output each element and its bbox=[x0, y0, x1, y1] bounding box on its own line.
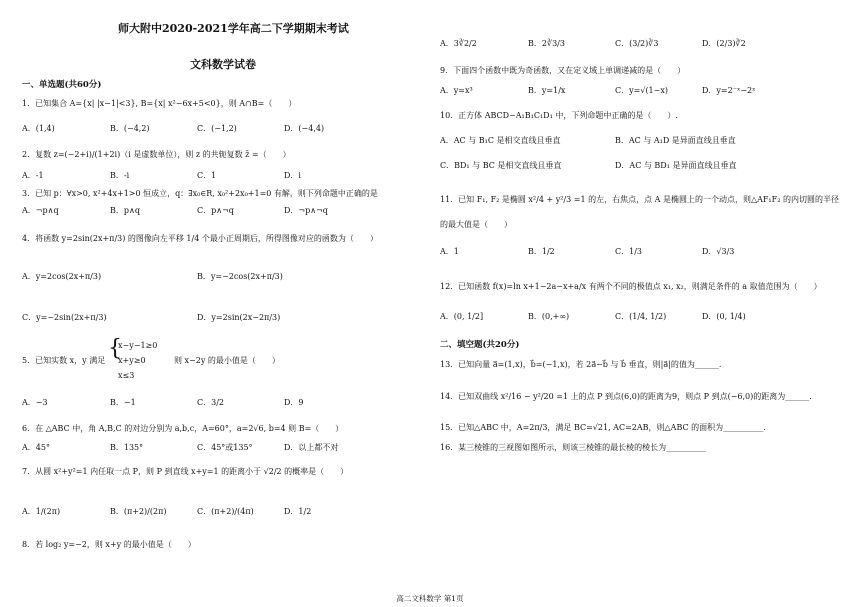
q3-option-a: A．¬p∧q bbox=[22, 206, 59, 215]
q11-option-c: C．1/3 bbox=[615, 247, 642, 256]
question-11-tail: 的最大值是（ ） bbox=[440, 220, 512, 229]
q5-option-a: A．−3 bbox=[22, 398, 48, 407]
question-4: 4．将函数 y=2sin(2x+π/3) 的图像向左平移 1/4 个最小正周期后，所得图像对应的函数为（ ） bbox=[22, 234, 378, 243]
q9-option-c: C．y=√(1−x) bbox=[615, 86, 668, 95]
q3-option-d: D．¬p∧¬q bbox=[284, 206, 328, 215]
q9-option-b: B．y=1/x bbox=[528, 86, 566, 95]
q3-option-c: C．p∧¬q bbox=[197, 206, 234, 215]
q10-option-a: A．AC 与 B₁C 是相交直线且垂直 bbox=[440, 136, 561, 145]
q12-option-b: B．(0,+∞) bbox=[528, 312, 570, 321]
q10-option-b: B．AC 与 A₁D 是异面直线且垂直 bbox=[615, 136, 736, 145]
q3-option-b: B．p∧q bbox=[110, 206, 140, 215]
q12-option-d: D．(0, 1/4) bbox=[702, 312, 746, 321]
q6-option-a: A．45° bbox=[22, 443, 50, 452]
brace-icon: { bbox=[108, 336, 122, 361]
page-title: 师大附中2020-2021学年高二下学期期末考试 bbox=[118, 22, 349, 35]
q7-option-b: B．(π+2)/(2π) bbox=[110, 507, 167, 516]
question-16: 16．某三棱锥的三视图如图所示，则该三棱锥的最长棱的棱长为__________ bbox=[440, 443, 707, 452]
q4-option-c: C．y=−2sin(2x+π/3) bbox=[22, 313, 107, 322]
q4-option-a: A．y=2cos(2x+π/3) bbox=[22, 272, 102, 281]
q5-constraint-2: x+y≥0 bbox=[118, 356, 146, 365]
q9-option-a: A．y=x³ bbox=[440, 86, 473, 95]
question-10: 10．正方体 ABCD−A₁B₁C₁D₁ 中，下列命题中正确的是（ ）. bbox=[440, 111, 678, 120]
q6-option-c: C．45°或135° bbox=[197, 443, 253, 452]
q11-option-a: A．1 bbox=[440, 247, 459, 256]
question-15: 15．已知△ABC 中，A=2π/3，满足 BC=√21, AC=2AB，则△ABC 的面积为__________. bbox=[440, 423, 766, 432]
q7-option-a: A．1/(2π) bbox=[22, 507, 61, 516]
q12-option-c: C．(1/4, 1/2) bbox=[615, 312, 667, 321]
q11-option-b: B．1/2 bbox=[528, 247, 555, 256]
q6-option-b: B．135° bbox=[110, 443, 144, 452]
q5-option-c: C．3/2 bbox=[197, 398, 224, 407]
q2-option-a: A．-1 bbox=[22, 171, 44, 180]
page-footer: 高二文科数学 第1页 bbox=[396, 594, 464, 603]
q2-option-b: B．-i bbox=[110, 171, 130, 180]
question-8: 8．若 log₂ y=−2，则 x+y 的最小值是（ ） bbox=[22, 540, 196, 549]
q1-option-b: B．(−4,2) bbox=[110, 124, 150, 133]
q7-option-d: D．1/2 bbox=[284, 507, 312, 516]
q8-option-a: A．3∛2/2 bbox=[440, 39, 477, 48]
q10-option-c: C．BD₁ 与 BC 是相交直线且垂直 bbox=[440, 161, 562, 170]
question-3: 3．已知 p：∀x>0, x²+4x+1>0 恒成立，q：∃x₀∈R, x₀²+2x₀+1=0 有解，则下列命题中正确的是 bbox=[22, 189, 378, 198]
question-11: 11．已知 F₁, F₂ 是椭圆 x²/4 + y²/3 =1 的左，右焦点，点 A 是椭圆上的一个动点，则△AF₁F₂ 的内切圆的半径 bbox=[440, 195, 839, 204]
question-14: 14．已知双曲线 x²/16 − y²/20 =1 上的点 P 到点(6,0)的距离为9，则点 P 到点(−6,0)的距离为______. bbox=[440, 392, 812, 401]
q5-option-d: D．9 bbox=[284, 398, 304, 407]
q1-option-d: D．(−4,4) bbox=[284, 124, 325, 133]
q8-option-d: D．(2/3)∛2 bbox=[702, 39, 746, 48]
question-12: 12．已知函数 f(x)=ln x+1−2a−x+a/x 有两个不同的极值点 x₁, x₂，则满足条件的 a 取值范围为（ ） bbox=[440, 282, 822, 291]
question-13: 13．已知向量 a⃗=(1,x)，b⃗=(−1,x)，若 2a⃗−b⃗ 与 b⃗ 垂直，则|a⃗|的值为______. bbox=[440, 360, 722, 369]
q4-option-b: B．y=−2cos(2x+π/3) bbox=[197, 272, 283, 281]
q5-constraint-3: x≤3 bbox=[118, 371, 135, 380]
q6-option-d: D．以上都不对 bbox=[284, 443, 339, 452]
q8-option-b: B．2∛3/3 bbox=[528, 39, 565, 48]
question-6: 6．在 △ABC 中，角 A,B,C 的对边分别为 a,b,c，A=60°，a=2√6, b=4 则 B=（ ） bbox=[22, 424, 344, 433]
question-9: 9．下面四个函数中既为奇函数，又在定义域上单调递减的是（ ） bbox=[440, 66, 686, 75]
section-fill-in: 二、填空题(共20分) bbox=[440, 340, 520, 350]
q4-option-d: D．y=2sin(2x−2π/3) bbox=[197, 313, 281, 322]
question-7: 7．从圆 x²+y²=1 内任取一点 P，则 P 到直线 x+y=1 的距离小于 √2/2 的概率是（ ） bbox=[22, 467, 349, 476]
q12-option-a: A．(0, 1/2] bbox=[440, 312, 484, 321]
q9-option-d: D．y=2⁻ˣ−2ˣ bbox=[702, 86, 756, 95]
q8-option-c: C．(3/2)∛3 bbox=[615, 39, 659, 48]
question-5-tail: 则 x−2y 的最小值是（ ） bbox=[174, 356, 280, 365]
q7-option-c: C．(π+2)/(4π) bbox=[197, 507, 254, 516]
question-5-intro: 5．已知实数 x，y 满足 bbox=[22, 356, 106, 365]
q2-option-d: D．i bbox=[284, 171, 301, 180]
q11-option-d: D．√3/3 bbox=[702, 247, 735, 256]
q5-option-b: B．−1 bbox=[110, 398, 136, 407]
section-single-choice: 一、单选题(共60分) bbox=[22, 80, 102, 90]
q5-constraint-1: x−y−1≥0 bbox=[118, 341, 158, 350]
question-2: 2．复数 z=(−2+i)/(1+2i)（i 是虚数单位），则 z 的共轭复数 z̄ =（ ） bbox=[22, 150, 291, 159]
page-subtitle: 文科数学试卷 bbox=[190, 58, 256, 71]
q1-option-c: C．(−1,2) bbox=[197, 124, 237, 133]
question-1: 1．已知集合 A={x| |x−1|<3}, B={x| x²−6x+5<0}，则 A∩B=（ ） bbox=[22, 99, 297, 108]
q2-option-c: C．1 bbox=[197, 171, 217, 180]
q1-option-a: A．(1,4) bbox=[22, 124, 55, 133]
q10-option-d: D．AC 与 BD₁ 是异面直线且垂直 bbox=[615, 161, 737, 170]
